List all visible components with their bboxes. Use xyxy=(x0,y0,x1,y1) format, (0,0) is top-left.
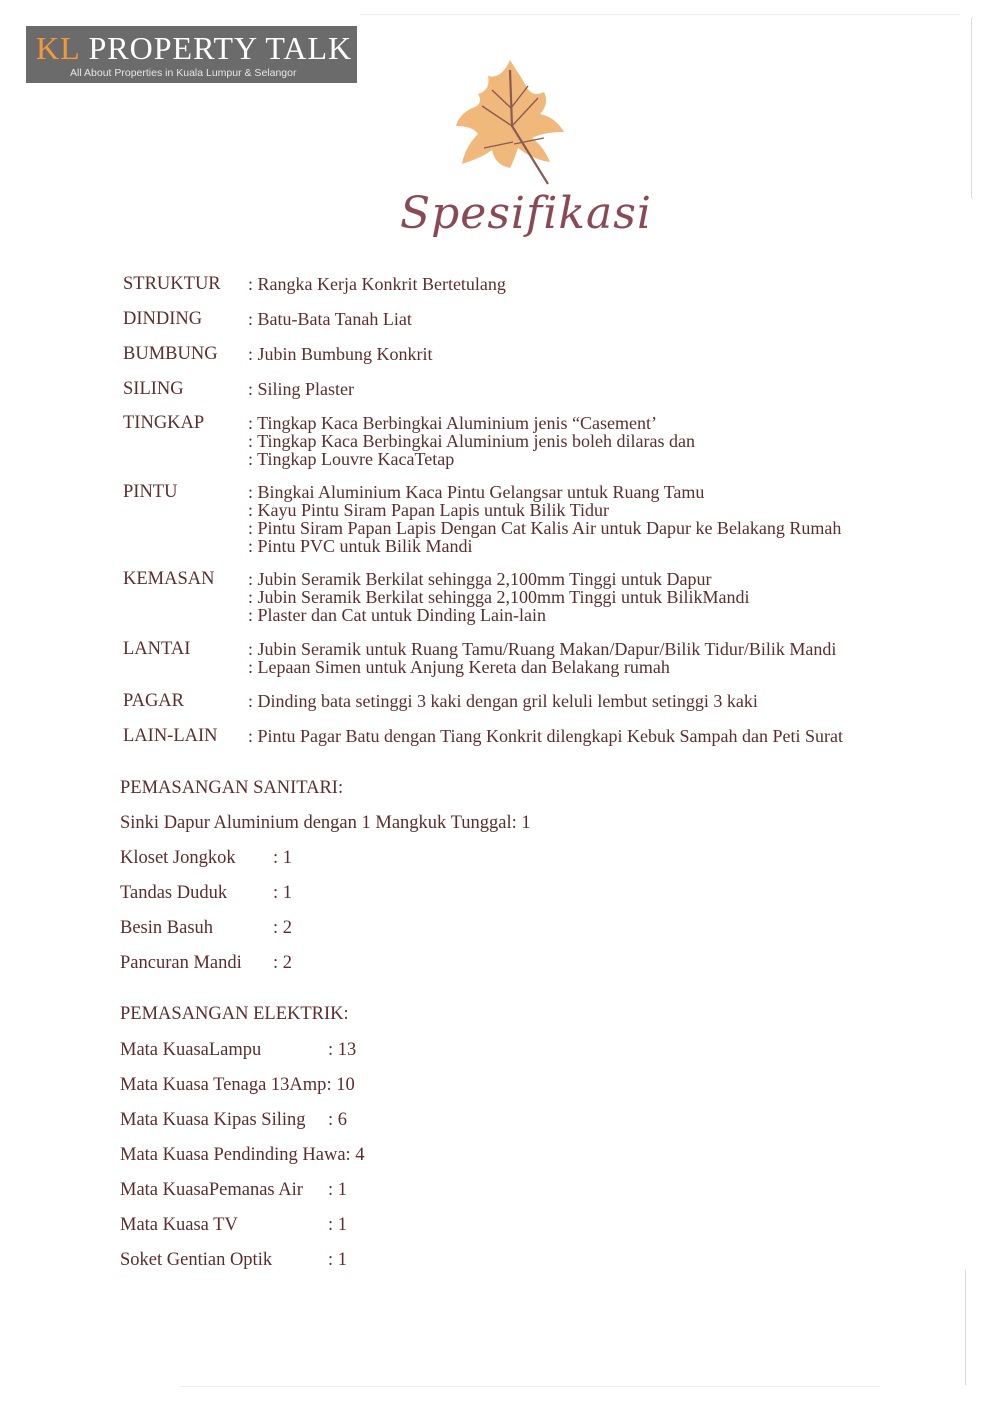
elektrik-item-name: Soket Gentian Optik xyxy=(120,1250,273,1270)
spec-value: : Dinding bata setinggi 3 kaki dengan gril keluli lembut setinggi 3 kaki xyxy=(248,691,758,711)
elektrik-item-qty: : 1 xyxy=(328,1180,348,1200)
leaf-icon xyxy=(452,56,572,188)
spec-label: LANTAI xyxy=(123,639,191,659)
spec-value: : Bingkai Aluminium Kaca Pintu Gelangsar untuk Ruang Tamu xyxy=(248,482,705,502)
spec-label: TINGKAP xyxy=(123,413,205,433)
elektrik-item xyxy=(120,1040,357,1061)
logo-tagline: All About Properties in Kuala Lumpur & Selangor xyxy=(70,67,297,79)
logo-brand-prefix: KL xyxy=(36,30,80,66)
elektrik-item-qty: : 10 xyxy=(326,1075,355,1095)
spec-value: : Tingkap Kaca Berbingkai Aluminium jenis boleh dilaras dan xyxy=(248,431,695,451)
sanitari-heading: PEMASANGAN SANITARI: xyxy=(120,778,344,798)
spec-value: : Pintu PVC untuk Bilik Mandi xyxy=(248,536,473,556)
elektrik-item-qty: : 6 xyxy=(328,1110,348,1130)
sanitari-item xyxy=(120,883,293,904)
spec-label: BUMBUNG xyxy=(123,344,218,364)
sanitari-item-qty: : 1 xyxy=(273,848,293,868)
elektrik-item xyxy=(120,1145,365,1166)
spec-value: : Lepaan Simen untuk Anjung Kereta dan Belakang rumah xyxy=(248,657,670,677)
elektrik-item-qty: : 1 xyxy=(328,1215,348,1235)
site-logo[interactable] xyxy=(26,26,357,83)
elektrik-heading: PEMASANGAN ELEKTRIK: xyxy=(120,1004,349,1024)
elektrik-item xyxy=(120,1180,348,1201)
spec-label: SILING xyxy=(123,379,184,399)
spec-value: : Jubin Bumbung Konkrit xyxy=(248,344,433,364)
sanitari-item-name: Tandas Duduk xyxy=(120,883,228,903)
spec-value: : Tingkap Kaca Berbingkai Aluminium jenis “Casement’ xyxy=(248,413,657,433)
spec-value: : Plaster dan Cat untuk Dinding Lain-lain xyxy=(248,605,546,625)
spec-value: : Kayu Pintu Siram Papan Lapis untuk Bilik Tidur xyxy=(248,500,610,520)
sanitari-item-qty: : 2 xyxy=(273,953,293,973)
scan-edge-bottom xyxy=(180,1386,880,1387)
spec-value: : Batu-Bata Tanah Liat xyxy=(248,309,412,329)
elektrik-item-qty: : 4 xyxy=(345,1145,365,1165)
page-title: Spesifikasi xyxy=(400,188,652,239)
spec-value: : Rangka Kerja Konkrit Bertetulang xyxy=(248,274,506,294)
spec-label: PAGAR xyxy=(123,691,185,711)
sanitari-item xyxy=(120,953,293,974)
spec-value: : Jubin Seramik untuk Ruang Tamu/Ruang Makan/Dapur/Bilik Tidur/Bilik Mandi xyxy=(248,639,837,659)
sanitari-item-qty: : 2 xyxy=(273,918,293,938)
elektrik-item-name: Mata Kuasa Pendinding Hawa xyxy=(120,1145,346,1165)
spec-value: : Pintu Pagar Batu dengan Tiang Konkrit dilengkapi Kebuk Sampah dan Peti Surat xyxy=(248,726,843,746)
spec-label: LAIN-LAIN xyxy=(123,726,218,746)
spec-label: KEMASAN xyxy=(123,569,215,589)
sanitari-sink-line: Sinki Dapur Aluminium dengan 1 Mangkuk Tunggal: 1 xyxy=(120,813,531,833)
spec-label: DINDING xyxy=(123,309,203,329)
sanitari-item xyxy=(120,848,293,869)
scan-edge-right-top xyxy=(971,18,972,198)
scan-edge-top xyxy=(360,14,960,15)
elektrik-item xyxy=(120,1110,348,1131)
sanitari-item-name: Kloset Jongkok xyxy=(120,848,236,868)
logo-brand-rest: PROPERTY TALK xyxy=(79,30,353,66)
logo-brand xyxy=(36,30,353,66)
elektrik-item-name: Mata Kuasa Kipas Siling xyxy=(120,1110,306,1130)
spec-label: STRUKTUR xyxy=(123,274,221,294)
elektrik-item-qty: : 13 xyxy=(328,1040,357,1060)
elektrik-item-qty: : 1 xyxy=(328,1250,348,1270)
scan-edge-right-bottom xyxy=(965,1270,966,1385)
spec-value: : Pintu Siram Papan Lapis Dengan Cat Kalis Air untuk Dapur ke Belakang Rumah xyxy=(248,518,842,538)
elektrik-item-name: Mata Kuasa TV xyxy=(120,1215,238,1235)
spec-value: : Tingkap Louvre KacaTetap xyxy=(248,449,455,469)
sanitari-item-name: Besin Basuh xyxy=(120,918,214,938)
elektrik-item-name: Mata Kuasa Tenaga 13Amp xyxy=(120,1075,327,1095)
elektrik-item-name: Mata KuasaLampu xyxy=(120,1040,262,1060)
elektrik-item xyxy=(120,1075,355,1096)
sanitari-item xyxy=(120,918,293,939)
elektrik-item-name: Mata KuasaPemanas Air xyxy=(120,1180,303,1200)
sanitari-item-qty: : 1 xyxy=(273,883,293,903)
elektrik-item xyxy=(120,1250,348,1271)
elektrik-item xyxy=(120,1215,348,1236)
spec-value: : Jubin Seramik Berkilat sehingga 2,100mm Tinggi untuk Dapur xyxy=(248,569,712,589)
spec-value: : Siling Plaster xyxy=(248,379,355,399)
spec-label: PINTU xyxy=(123,482,178,502)
spec-value: : Jubin Seramik Berkilat sehingga 2,100mm Tinggi untuk BilikMandi xyxy=(248,587,750,607)
sanitari-item-name: Pancuran Mandi xyxy=(120,953,242,973)
